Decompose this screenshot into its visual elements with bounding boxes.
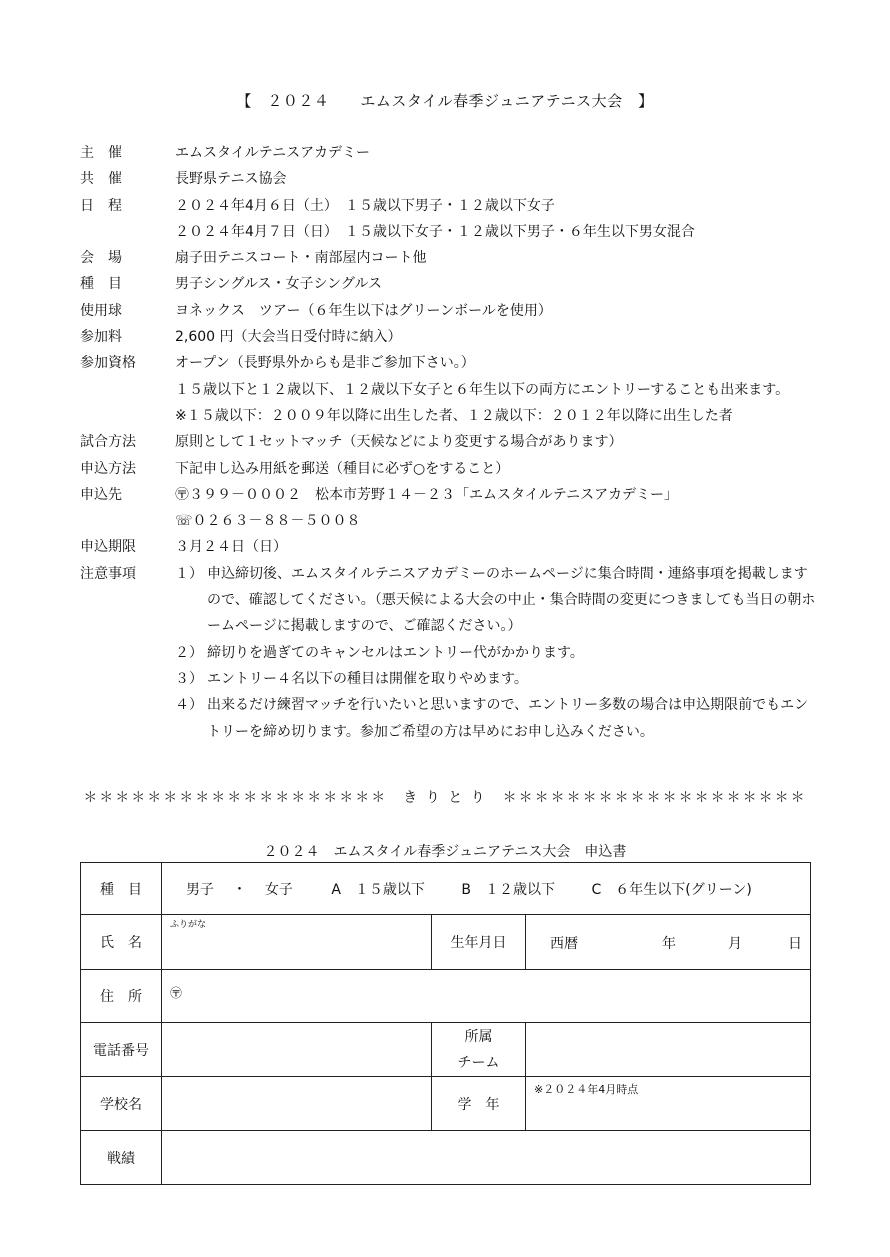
info-row [80,508,820,534]
note-number: ３） [175,670,203,687]
info-label: 共 催 [80,171,122,188]
record-label: 戦績 [81,1131,162,1185]
info-row [80,193,820,219]
note-text: 申込締切後、エムスタイルテニスアカデミーのホームページに集合時間・連絡事項を掲載しますので、確認してください。（悪天候による大会の中止・集合時間の変更につきましても当日の朝ホームページに掲載しますので、ご確認ください。） [207,565,816,635]
phone-field[interactable] [162,1023,432,1077]
info-value: ※１５歳以下：２００９年以降に出生した者、１２歳以下：２０１２年以降に出生した者 [175,407,733,424]
birth-field[interactable] [526,915,811,970]
info-label: 日 程 [80,197,122,214]
info-value: 〶３９９－０００２ 松本市芳野１４－２３「エムスタイルテニスアカデミー」 [175,486,679,503]
grade-label: 学 年 [432,1077,526,1131]
cut-line: ＊＊＊＊＊＊＊＊＊＊＊＊＊＊＊＊＊＊＊ き り と り ＊＊＊＊＊＊＊＊＊＊＊＊＊＊＊＊＊＊＊ [83,790,807,806]
info-row [80,245,820,271]
info-row [80,350,820,376]
info-row [80,456,820,482]
notes-list [175,561,820,745]
day-label: 日 [788,936,802,952]
info-label: 参加料 [80,329,122,346]
info-row [80,271,820,297]
note-item [175,561,820,640]
grade-note: ※２０２４年4月時点 [534,1083,639,1096]
info-row [80,429,820,455]
event-label: 種 目 [81,863,162,915]
info-value: 扇子田テニスコート・南部屋内コート他 [175,250,427,267]
seireki-label: 西暦 [550,936,578,952]
info-row [80,377,820,403]
info-label: 使用球 [80,302,122,319]
school-label: 学校名 [81,1077,162,1131]
info-value: 2,600 円（大会当日受付時に納入） [175,329,402,346]
info-row [80,482,820,508]
info-value: 下記申し込み用紙を郵送（種目に必ず○をすること） [175,460,510,477]
info-value: 長野県テニス協会 [175,171,287,188]
notes-section [80,561,820,745]
birth-label: 生年月日 [432,915,526,970]
address-row [81,970,811,1023]
note-number: ４） [175,697,203,714]
info-label: 申込先 [80,486,122,503]
address-label: 住 所 [81,970,162,1023]
note-item [175,640,820,666]
name-row [81,915,811,970]
event-female[interactable]: 女子 [264,881,293,898]
info-label: 参加資格 [80,355,136,372]
school-row [81,1077,811,1131]
notes-label: 注意事項 [80,565,136,582]
team-field[interactable] [526,1023,811,1077]
info-row [80,140,820,166]
info-label: 申込期限 [80,539,136,556]
note-number: ２） [175,644,203,661]
note-item [175,666,820,692]
info-value: ☏０２６３－８８－５００８ [175,513,361,530]
event-male[interactable]: 男子 [186,881,214,898]
record-field[interactable] [162,1131,811,1185]
event-options[interactable] [162,863,811,915]
info-rows [80,140,820,561]
event-a[interactable]: A １５歳以下 [331,881,425,898]
team-label-line1: 所属 [464,1028,493,1045]
page-title: 【 ２０２４ エムスタイル春季ジュニアテニス大会 】 [236,92,654,110]
info-value: オープン（長野県外からも是非ご参加下さい。） [175,355,475,372]
team-label-line2: チーム [457,1054,500,1071]
info-row [80,534,820,560]
team-label [432,1023,526,1077]
info-label: 試合方法 [80,434,136,451]
form-title: ２０２４ エムスタイル春季ジュニアテニス大会 申込書 [263,844,627,860]
phone-label: 電話番号 [81,1023,162,1077]
year-label: 年 [662,936,676,952]
phone-row [81,1023,811,1077]
record-row [81,1131,811,1185]
info-value: 原則として１セットマッチ（天候などにより変更する場合があります） [175,434,623,451]
name-field[interactable] [162,915,432,970]
month-label: 月 [728,936,742,952]
info-label [80,403,175,429]
info-row [80,324,820,350]
info-row [80,298,820,324]
note-item [175,692,820,745]
info-label: 会 場 [80,250,122,267]
info-row [80,166,820,192]
application-form [80,862,811,1185]
info-value: ヨネックス ツアー（６年生以下はグリーンボールを使用） [175,302,552,319]
info-row [80,403,820,429]
info-label [80,377,175,403]
grade-field[interactable] [526,1077,811,1131]
info-label: 主 催 [80,145,122,161]
tournament-info [80,140,820,745]
info-label: 種 目 [80,276,122,293]
info-value: ２０２４年4月７日（日） １５歳以下女子・１２歳以下男子・６年生以下男女混合 [175,223,695,240]
address-field[interactable] [162,970,811,1023]
info-row [80,219,820,245]
school-field[interactable] [162,1077,432,1131]
name-label: 氏 名 [81,915,162,970]
info-value: １５歳以下と１２歳以下、１２歳以下女子と６年生以下の両方にエントリーすることも出来ます。 [175,381,790,398]
info-label [80,508,175,534]
event-b[interactable]: B １２歳以下 [461,881,555,898]
event-row [81,863,811,915]
info-value: エムスタイルテニスアカデミー [175,145,371,161]
info-value: ２０２４年4月６日（土） １５歳以下男子・１２歳以下女子 [175,197,555,214]
info-value: ３月２４日（日） [175,539,287,556]
postal-mark-icon: 〶 [170,986,183,1000]
info-label: 申込方法 [80,460,136,477]
event-c[interactable]: C ６年生以下(グリーン) [591,881,752,898]
note-text: エントリー４名以下の種目は開催を取りやめます。 [207,670,528,687]
info-value: 男子シングルス・女子シングルス [175,276,383,293]
info-label [80,219,175,245]
note-text: 締切りを過ぎてのキャンセルはエントリー代がかかります。 [207,644,584,661]
note-number: １） [175,565,203,582]
note-text: 出来るだけ練習マッチを行いたいと思いますので、エントリー多数の場合は申込期限前でもエントリーを締め切ります。参加ご希望の方は早めにお申し込みください。 [207,697,809,740]
furigana-label: ふりがな [170,920,207,930]
event-separator: ・ [232,881,247,898]
